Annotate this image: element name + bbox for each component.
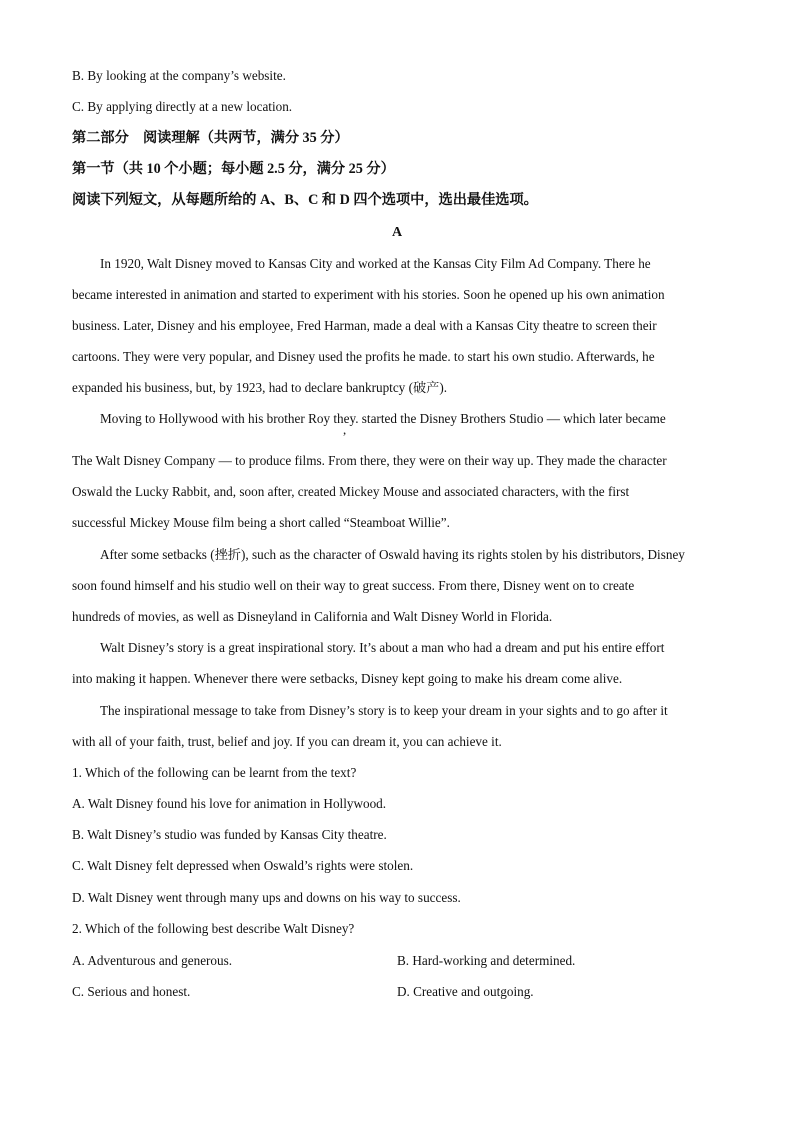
passage-line: with all of your faith, trust, belief and joy. If you can dream it, you can achieve it.: [72, 734, 502, 749]
passage-line: In 1920, Walt Disney moved to Kansas City and worked at the Kansas City Film Ad Company. There he: [100, 256, 651, 271]
passage-line: soon found himself and his studio well on their way to great success. From there, Disney went on to create: [72, 578, 635, 593]
question-2-option-d: D. Creative and outgoing.: [397, 984, 534, 999]
question-1-option-a: A. Walt Disney found his love for animation in Hollywood.: [72, 796, 387, 811]
passage-line: hundreds of movies, as well as Disneyland in California and Walt Disney World in Florida.: [72, 609, 553, 624]
passage-line: expanded his business, but, by 1923, had to declare bankruptcy (破产).: [72, 380, 448, 395]
instruction: 阅读下列短文，从每题所给的 A、B、C 和 D 四个选项中，选出最佳选项。: [72, 192, 538, 208]
passage-line: After some setbacks (挫折), such as the character of Oswald having its rights stolen by his distributors, Disney: [100, 547, 685, 562]
question-2-option-c: C. Serious and honest.: [72, 984, 191, 999]
passage-line: Oswald the Lucky Rabbit, and, soon after, created Mickey Mouse and associated characters, with the first: [72, 484, 630, 499]
passage-line: Moving to Hollywood with his brother Roy they. started the Disney Brothers Studio — which later became: [100, 411, 666, 426]
stray-comma: ,: [343, 422, 347, 437]
sub-heading: 第一节（共 10 个小题；每小题 2.5 分，满分 25 分）: [72, 161, 395, 177]
passage-line: became interested in animation and started to experiment with his stories. Soon he opened up his own animation: [72, 287, 665, 302]
prev-option-b: B. By looking at the company’s website.: [72, 68, 286, 83]
passage-line: business. Later, Disney and his employee, Fred Harman, made a deal with a Kansas City theatre to screen their: [72, 318, 657, 333]
passage-line: The inspirational message to take from Disney’s story is to keep your dream in your sights and to go after it: [100, 703, 668, 718]
question-1-option-b: B. Walt Disney’s studio was funded by Kansas City theatre.: [72, 827, 387, 842]
question-2-stem: 2. Which of the following best describe Walt Disney?: [72, 921, 355, 936]
question-1-option-c: C. Walt Disney felt depressed when Oswald’s rights were stolen.: [72, 858, 414, 873]
passage-label: A: [391, 225, 403, 240]
question-1-option-d: D. Walt Disney went through many ups and downs on his way to success.: [72, 890, 461, 905]
question-1-stem: 1. Which of the following can be learnt from the text?: [72, 765, 357, 780]
passage-line: Walt Disney’s story is a great inspirational story. It’s about a man who had a dream and put his entire effort: [100, 640, 665, 655]
passage-line: successful Mickey Mouse film being a short called “Steamboat Willie”.: [72, 515, 450, 530]
question-2-option-b: B. Hard-working and determined.: [397, 953, 576, 968]
passage-line: into making it happen. Whenever there were setbacks, Disney kept going to make his dream come alive.: [72, 671, 623, 686]
question-2-option-a: A. Adventurous and generous.: [72, 953, 233, 968]
prev-option-c: C. By applying directly at a new location.: [72, 99, 293, 114]
passage-line: cartoons. They were very popular, and Disney used the profits he made. to start his own studio. Afterwards, he: [72, 349, 655, 364]
part-heading: 第二部分 阅读理解（共两节，满分 35 分）: [72, 130, 349, 146]
passage-line: The Walt Disney Company — to produce films. From there, they were on their way up. They made the character: [72, 453, 667, 468]
